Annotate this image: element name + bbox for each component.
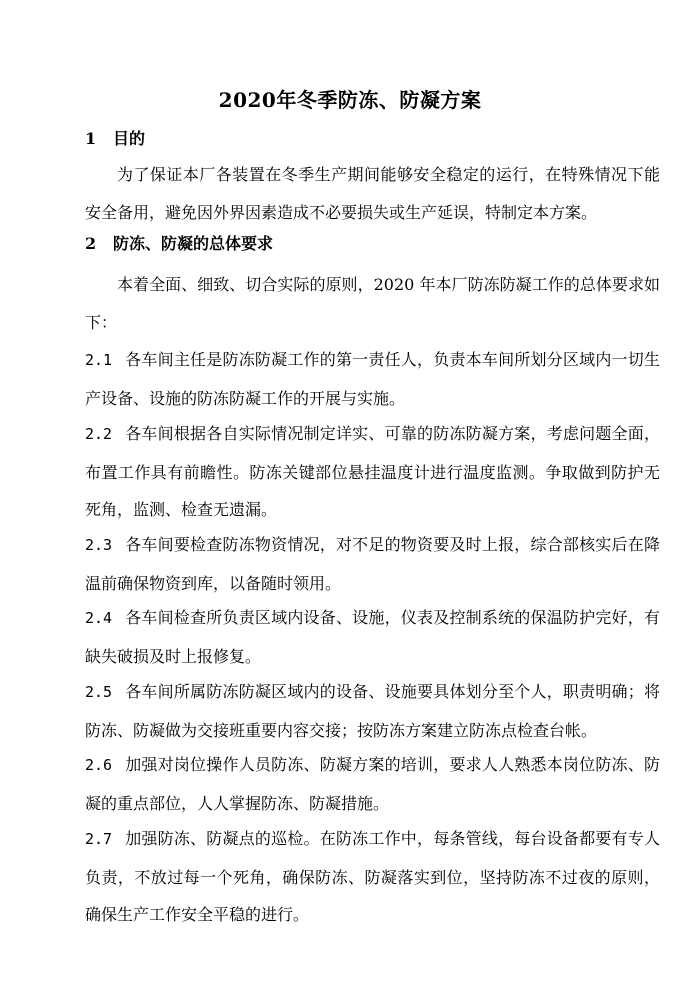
item-text: 加强对岗位操作人员防冻、防凝方案的培训，要求人人熟悉本岗位防冻、防凝的重点部位，人人掌握防冻、防凝措施。 (85, 755, 660, 813)
section-2-intro-paragraph: 本着全面、细致、切合实际的原则，2020 年本厂防冻防凝工作的总体要求如下： (85, 275, 660, 332)
list-item-2-4 (85, 599, 660, 675)
list-item-2-5 (85, 673, 660, 749)
section-heading-requirements (85, 229, 273, 259)
list-item-2-6 (85, 746, 660, 822)
list-item-2-2 (85, 415, 660, 529)
list-item-2-3 (85, 526, 660, 602)
section-1-paragraph: 为了保证本厂各装置在冬季生产期间能够安全稳定的运行，在特殊情况下能安全备用，避免因外界因素造成不必要损失或生产延误，特制定本方案。 (85, 165, 660, 222)
item-number: 2.3 (85, 536, 113, 554)
item-text: 加强防冻、防凝点的巡检。在防冻工作中，每条管线，每台设备都要有专人负责，不放过每一个死角，确保防冻、防凝落实到位，坚持防冻不过夜的原则，确保生产工作安全平稳的进行。 (85, 829, 660, 924)
section-number: 1 (85, 129, 97, 148)
item-text: 各车间根据各自实际情况制定详实、可靠的防冻防凝方案，考虑问题全面，布置工作具有前瞻性。防冻关键部位悬挂温度计进行温度监测。争取做到防护无死角，监测、检查无遗漏。 (85, 424, 660, 519)
item-number: 2.7 (85, 830, 113, 848)
item-text: 各车间主任是防冻防凝工作的第一责任人，负责本车间所划分区域内一切生产设备、设施的防冻防凝工作的开展与实施。 (85, 350, 660, 408)
item-text: 各车间所属防冻防凝区域内的设备、设施要具体划分至个人，职责明确；将防冻、防凝做为交接班重要内容交接；按防冻方案建立防冻点检查台帐。 (85, 682, 660, 740)
list-item-2-1 (85, 341, 660, 417)
item-number: 2.1 (85, 351, 113, 369)
section-number: 2 (85, 234, 97, 253)
list-item-2-7 (85, 820, 660, 934)
item-number: 2.4 (85, 609, 113, 627)
section-title: 目的 (113, 129, 146, 148)
section-heading-purpose (85, 124, 145, 154)
item-text: 各车间要检查防冻物资情况，对不足的物资要及时上报，综合部核实后在降温前确保物资到库，以备随时领用。 (85, 535, 660, 593)
item-number: 2.2 (85, 425, 113, 443)
section-title: 防冻、防凝的总体要求 (113, 234, 274, 253)
item-text: 各车间检查所负责区域内设备、设施，仪表及控制系统的保温防护完好，有缺失破损及时上报修复。 (85, 608, 660, 666)
item-number: 2.6 (85, 756, 113, 774)
item-number: 2.5 (85, 683, 113, 701)
document-title: 2020年冬季防冻、防凝方案 (218, 88, 482, 112)
